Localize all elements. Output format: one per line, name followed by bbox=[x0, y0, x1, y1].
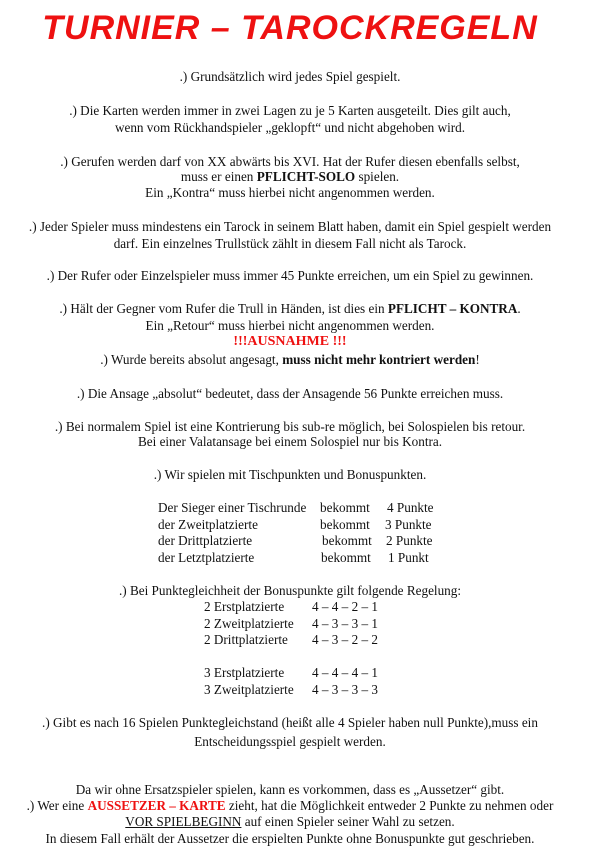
tiebreak-points-2: 4 – 3 – 3 – 1 bbox=[312, 616, 378, 631]
points-place-2: der Zweitplatzierte bbox=[158, 517, 258, 532]
rule-5: .) Der Rufer oder Einzelspieler muss immer 45 Punkte erreichen, um ein Spiel zu gewinnen. bbox=[46, 268, 534, 283]
points-verb-4: bekommt bbox=[321, 550, 371, 565]
aussetzer-karte-term: AUSSETZER – KARTE bbox=[87, 798, 226, 813]
rule-6-line-2: Ein „Retour“ muss hierbei nicht angenommen werden. bbox=[145, 318, 435, 333]
rule-3-line-1: .) Gerufen werden darf von XX abwärts bis XVI. Hat der Rufer diesen ebenfalls selbst, bbox=[60, 154, 520, 169]
points-value-1: 4 Punkte bbox=[387, 500, 434, 515]
points-value-3: 2 Punkte bbox=[386, 533, 433, 548]
points-verb-1: bekommt bbox=[320, 500, 370, 515]
pflicht-solo-term: PFLICHT-SOLO bbox=[256, 169, 356, 184]
pflicht-kontra-term: PFLICHT – KONTRA bbox=[387, 301, 518, 316]
no-kontra-note: muss nicht mehr kontriert werden bbox=[282, 352, 476, 367]
rule-1: .) Grundsätzlich wird jedes Spiel gespielt. bbox=[179, 69, 401, 84]
rule-12-line-2: .) Wer eine AUSSETZER – KARTE zieht, hat die Möglichkeit entweder 2 Punkte zu nehmen oder bbox=[26, 798, 554, 813]
points-verb-2: bekommt bbox=[320, 517, 370, 532]
tiebreak-group-3: 2 Drittplatzierte bbox=[204, 632, 288, 647]
tiebreak-group-1: 2 Erstplatzierte bbox=[204, 599, 285, 614]
rule-6-line-1: .) Hält der Gegner vom Rufer die Trull in Händen, ist dies ein PFLICHT – KONTRA. bbox=[59, 301, 521, 316]
rule-11-line-1: .) Gibt es nach 16 Spielen Punktegleichstand (heißt alle 4 Spieler haben null Punkte),muss ein bbox=[42, 715, 538, 730]
points-value-2: 3 Punkte bbox=[385, 517, 432, 532]
rule-2-line-2: wenn vom Rückhandspieler „geklopft“ und nicht abgehoben wird. bbox=[114, 120, 466, 135]
points-value-4: 1 Punkt bbox=[388, 550, 429, 565]
tiebreak-points-3: 4 – 3 – 2 – 2 bbox=[312, 632, 378, 647]
tiebreak-group-2: 2 Zweitplatzierte bbox=[204, 616, 294, 631]
rule-3-line-2: muss er einen PFLICHT-SOLO spielen. bbox=[180, 169, 400, 184]
rule-9: .) Wir spielen mit Tischpunkten und Bonuspunkten. bbox=[153, 467, 427, 482]
tiebreak-points-1: 4 – 4 – 2 – 1 bbox=[312, 599, 378, 614]
points-place-3: der Drittplatzierte bbox=[158, 533, 253, 548]
rule-12-line-1: Da wir ohne Ersatzspieler spielen, kann es vorkommen, dass es „Aussetzer“ gibt. bbox=[75, 782, 505, 797]
rule-7: .) Die Ansage „absolut“ bedeutet, dass der Ansagende 56 Punkte erreichen muss. bbox=[76, 386, 504, 401]
points-place-1: Der Sieger einer Tischrunde bbox=[158, 500, 307, 515]
tiebreak-points-4: 4 – 4 – 4 – 1 bbox=[312, 665, 378, 680]
rule-10: .) Bei Punktegleichheit der Bonuspunkte gilt folgende Regelung: bbox=[118, 583, 462, 598]
rule-4-line-2: darf. Ein einzelnes Trullstück zählt in diesem Fall nicht als Tarock. bbox=[113, 236, 467, 251]
rule-11-line-2: Entscheidungsspiel gespielt werden. bbox=[194, 734, 386, 749]
rule-2-line-1: .) Die Karten werden immer in zwei Lagen zu je 5 Karten ausgeteilt. Dies gilt auch, bbox=[69, 103, 511, 118]
vor-spielbeginn-term: VOR SPIELBEGINN bbox=[125, 814, 242, 829]
rule-8-line-2: Bei einer Valatansage bei einem Solospiel nur bis Kontra. bbox=[137, 434, 443, 449]
rule-12-line-3: VOR SPIELBEGINN auf einen Spieler seiner Wahl zu setzen. bbox=[125, 814, 455, 829]
rule-6-line-4: .) Wurde bereits absolut angesagt, muss nicht mehr kontriert werden! bbox=[100, 352, 480, 367]
exception-heading: !!!AUSNAHME !!! bbox=[233, 334, 347, 349]
page-title: TURNIER – TAROCKREGELN bbox=[42, 9, 538, 47]
tiebreak-points-5: 4 – 3 – 3 – 3 bbox=[312, 682, 378, 697]
rule-3-line-3: Ein „Kontra“ muss hierbei nicht angenommen werden. bbox=[145, 185, 435, 200]
rule-4-line-1: .) Jeder Spieler muss mindestens ein Tarock in seinem Blatt haben, damit ein Spiel gespielt werden bbox=[28, 219, 552, 234]
rule-12-line-4: In diesem Fall erhält der Aussetzer die erspielten Punkte ohne Bonuspunkte gut geschrieben. bbox=[45, 831, 535, 846]
points-place-4: der Letztplatzierte bbox=[158, 550, 255, 565]
rule-8-line-1: .) Bei normalem Spiel ist eine Kontrierung bis sub-re möglich, bei Solospielen bis retour. bbox=[54, 419, 526, 434]
points-verb-3: bekommt bbox=[322, 533, 372, 548]
tiebreak-group-5: 3 Zweitplatzierte bbox=[204, 682, 294, 697]
tiebreak-group-4: 3 Erstplatzierte bbox=[204, 665, 285, 680]
